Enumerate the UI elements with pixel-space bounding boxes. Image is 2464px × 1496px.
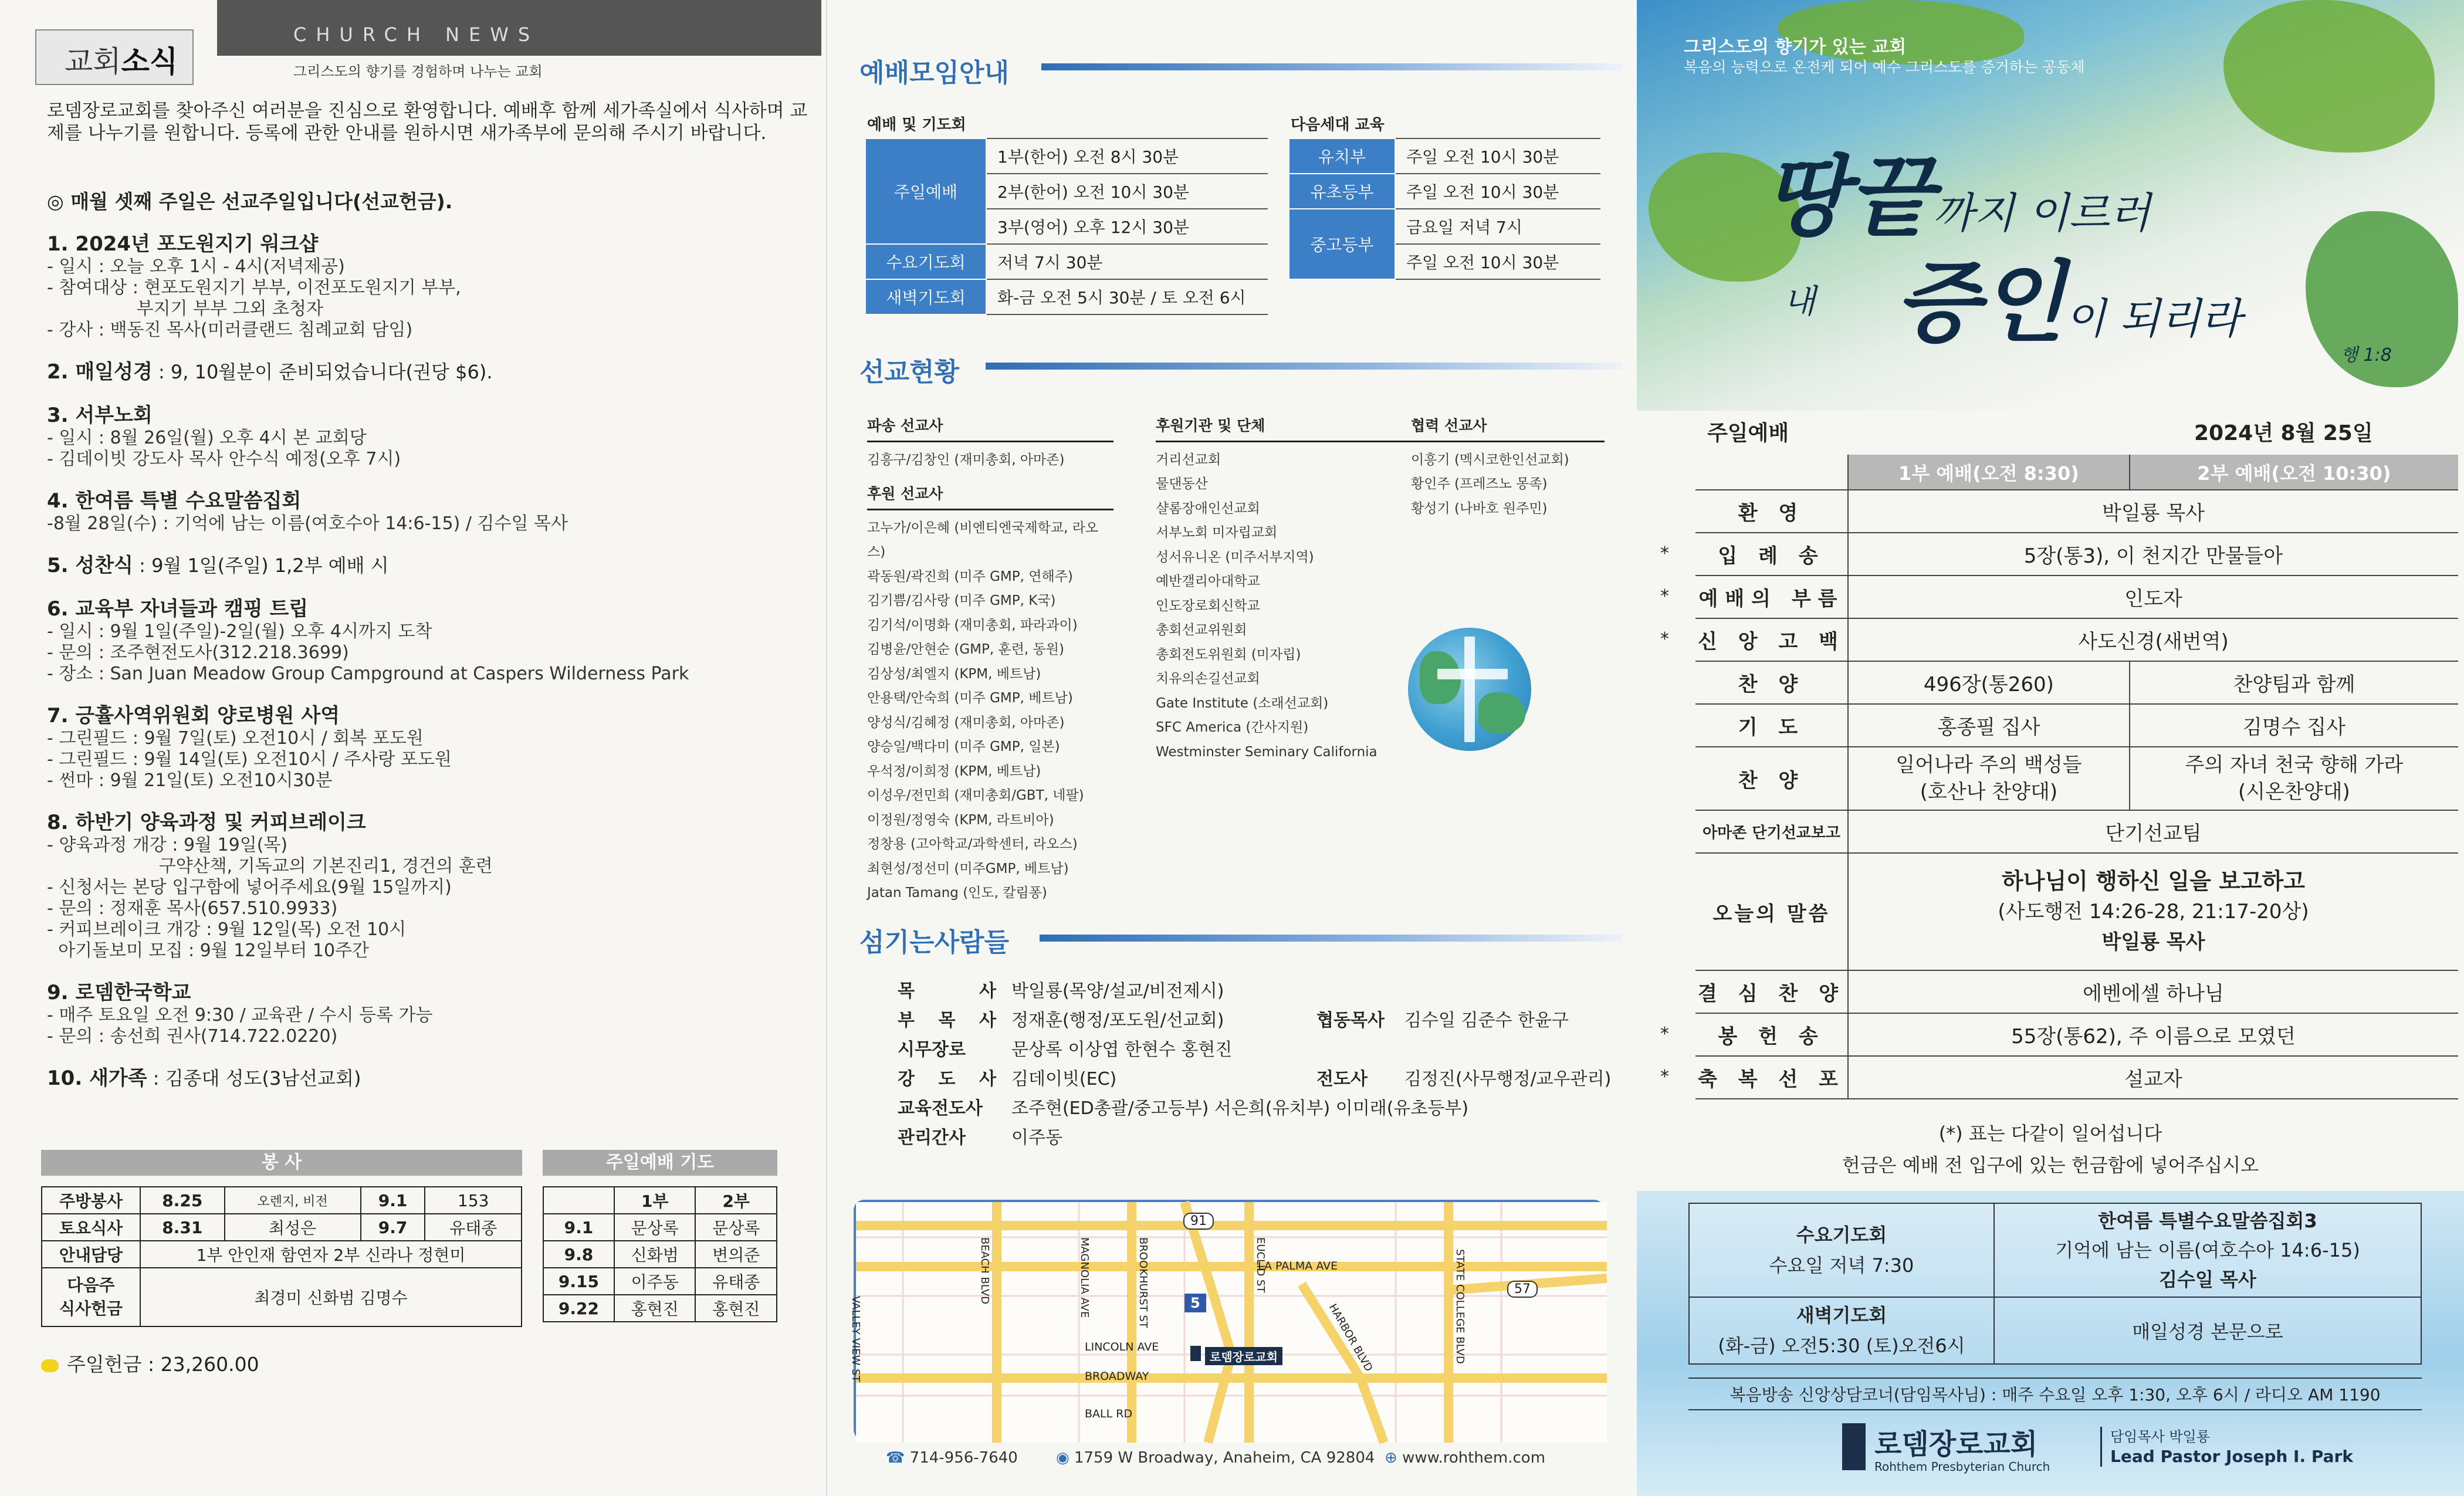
table-row: 수요기도회 저녁 7시 30분	[866, 244, 1268, 279]
list-item: 곽동원/곽진희 (미주 GMP, 연해주)	[867, 568, 1073, 584]
list-item: 김병윤/안현순 (GMP, 훈련, 동원)	[867, 642, 1064, 657]
news-line: - 일시 : 9월 1일(주일)-2일(월) 오후 4시까지 도착	[47, 621, 432, 642]
list-item: 총회전도위원회 (미자립)	[1156, 647, 1301, 662]
news-title	[47, 489, 810, 513]
standing-star: *	[1660, 1067, 1669, 1087]
servers-list	[898, 977, 1611, 1153]
hero-motto: 그리스도의 향기가 있는 교회	[1684, 37, 1907, 57]
table-row: 1부 2부	[543, 1187, 777, 1214]
news-title	[47, 403, 810, 428]
table-row: 9.15 이주동 유태종	[543, 1268, 777, 1295]
news-title	[47, 703, 810, 728]
list-item: 이정원/정영숙 (KPM, 라트비아)	[867, 812, 1054, 828]
daily-bible: 매일성경 본문으로	[1994, 1297, 2421, 1364]
news-heading: 10. 새가족	[47, 1067, 147, 1090]
banner-subtitle: 그리스도의 향기를 경험하며 나누는 교회	[293, 63, 543, 80]
news-line: - 신청서는 본당 입구함에 넣어주세요(9월 15일까지)	[47, 877, 452, 898]
server-role-2: 전도사	[1316, 1069, 1368, 1089]
list-item: 정창용 (고아학교/과학센터, 라오스)	[867, 837, 1078, 852]
news-heading: 2. 매일성경	[47, 360, 153, 384]
hero-image	[1637, 0, 2464, 411]
news-line: - 강사 : 백동진 목사(미러클랜드 침례교회 담임)	[47, 320, 413, 340]
news-heading: 6. 교육부 자녀들과 캠핑 트립	[47, 597, 309, 621]
church-map[interactable]	[849, 1200, 1605, 1440]
list-item: 총회선교위원회	[1156, 622, 1247, 638]
list-item: 인도장로회신학교	[1156, 598, 1260, 614]
news-item	[47, 980, 810, 1047]
prayer-header: 주일예배 기도	[543, 1150, 777, 1176]
table-row: 안내담당 1부 안인재 함연자 2부 신라나 정현미	[42, 1241, 522, 1268]
news-item	[47, 553, 810, 578]
broadcast-info: 복음방송 신앙상담코너(담임목사님) : 매주 수요일 오후 1:30, 오후 6시 / 라디오 AM 1190	[1688, 1377, 2422, 1410]
globe-cross-icon	[1408, 628, 1531, 751]
street-label: LA PALMA AVE	[1258, 1260, 1338, 1272]
wed-title: 수요기도회	[1796, 1224, 1887, 1246]
news-title: 교회소식	[65, 45, 178, 79]
server-role: 강 도 사	[898, 1069, 996, 1089]
table-row: 찬 양 496장(통260) 찬양팀과 함께	[1695, 661, 2458, 704]
dawn-time: (화-금) 오전5:30 (토)오전6시	[1718, 1335, 1965, 1357]
worship-label: 예배 및 기도회	[867, 116, 966, 134]
list-item: 김상성/최엘지 (KPM, 베트남)	[867, 666, 1041, 682]
news-heading: 1. 2024년 포도원지기 워크샵	[47, 232, 319, 256]
table-row: 주방봉사 8.25 오렌지, 비전 9.1 153	[42, 1187, 522, 1214]
list-item: SFC America (간사지원)	[1156, 720, 1309, 735]
news-heading: 9. 로뎀한국학교	[47, 981, 191, 1004]
church-news-panel	[0, 0, 827, 1496]
logo-name: 로뎀장로교회	[1874, 1428, 2038, 1461]
list-item: 고누가/이은혜 (비엔티엔국제학교, 라오스)	[867, 520, 1099, 560]
news-line: 부지기 부부 그외 초청자	[47, 299, 323, 319]
education-label: 다음세대 교육	[1291, 116, 1385, 134]
map-svg	[856, 1202, 1607, 1443]
church-marker: 로뎀장로교회	[1205, 1347, 1282, 1365]
news-line: - 매주 토요일 오전 9:30 / 교육관 / 수시 등록 가능	[47, 1005, 433, 1025]
table-row: 결 심 찬 양 에벤에셀 하나님	[1695, 970, 2458, 1013]
news-title	[47, 360, 810, 384]
hw57-icon: 57	[1507, 1281, 1538, 1298]
mission-col-3	[1411, 414, 1605, 521]
table-row: 9.1 문상록 문상록	[543, 1214, 777, 1241]
news-heading: 5. 성찬식	[47, 554, 133, 577]
logo-english: Rohthem Presbyterian Church	[1874, 1460, 2050, 1474]
street-label: HARBOR BLVD	[1326, 1302, 1375, 1374]
list-item: 김흥구/김창인 (재미총회, 아마존)	[867, 452, 1065, 468]
standing-star: *	[1660, 629, 1669, 649]
street-label: BROOKHURST ST	[1137, 1237, 1149, 1328]
street-label: MAGNOLIA AVE	[1078, 1237, 1091, 1318]
news-item	[47, 703, 810, 791]
special-speaker: 김수일 목사	[2159, 1268, 2256, 1291]
street-label: LINCOLN AVE	[1085, 1341, 1159, 1353]
wed-time: 수요일 저녁 7:30	[1769, 1254, 1914, 1277]
col-heading: 후원기관 및 단체	[1156, 414, 1414, 442]
table-row: 9.22 홍현진 홍현진	[543, 1295, 777, 1322]
news-item	[47, 232, 810, 341]
news-line: - 문의 : 송선희 권사(714.722.0220)	[47, 1026, 338, 1047]
news-line: - 일시 : 8월 26일(월) 오후 4시 본 교회당	[47, 428, 367, 448]
server-name: 박일룡(목양/설교/비전제시)	[1011, 981, 1224, 1001]
news-heading: 8. 하반기 양육과정 및 커피브레이크	[47, 811, 366, 834]
worship-table	[866, 138, 1268, 315]
hero-calligraphy-0: 내	[1783, 283, 1816, 321]
standing-star: *	[1660, 586, 1669, 607]
table-row: 입 례 송 5장(통3), 이 천지간 만물들아	[1695, 533, 2458, 576]
street-label: VALLEY VIEW ST	[849, 1296, 862, 1382]
news-title	[47, 1066, 810, 1091]
table-row: 찬 양 일어나라 주의 백성들 (호산나 찬양대) 주의 자녀 천국 향해 가라 (시온찬양대)	[1695, 747, 2458, 810]
table-row: 1부 예배(오전 8:30) 2부 예배(오전 10:30)	[1695, 455, 2458, 490]
section-rule	[1041, 63, 1622, 70]
server-role: 관리간사	[898, 1128, 966, 1148]
table-row: 환 영 박일룡 목사	[1695, 490, 2458, 533]
news-detail: : 9, 10월분이 준비되었습니다(권당 $6).	[152, 361, 493, 383]
server-role: 부 목 사	[898, 1010, 996, 1031]
list-item: 이성우/전민희 (재미총회/GBT, 네팔)	[867, 788, 1084, 803]
list-item: 안용택/안숙희 (미주 GMP, 베트남)	[867, 691, 1073, 706]
hero-vision: 복음의 능력으로 온전케 되어 예수 그리스도를 증거하는 공동체	[1684, 59, 2085, 76]
list-item: 치유의손길선교회	[1156, 671, 1260, 686]
news-title	[47, 553, 810, 578]
list-item: 샬롬장애인선교회	[1156, 500, 1260, 516]
server-row	[898, 977, 1611, 1006]
list-item: 서부노회 미자립교회	[1156, 525, 1278, 540]
news-header	[12, 0, 821, 91]
street-label: EUCLID ST	[1254, 1237, 1267, 1293]
list-item: 김기석/이명화 (재미총회, 파라과이)	[867, 617, 1078, 633]
location-icon: ◉	[1056, 1449, 1074, 1467]
list-item: Westminster Seminary California	[1156, 744, 1377, 760]
news-line: - 김데이빗 강도사 목사 안수식 예정(오후 7시)	[47, 449, 401, 469]
bulletin-cover-panel	[1637, 0, 2464, 1496]
table-row: 주일예배 1부(한어) 오전 8시 30분	[866, 138, 1268, 174]
offering-icon	[41, 1359, 59, 1372]
news-title	[47, 810, 810, 835]
standing-star: *	[1660, 543, 1669, 564]
server-name: 김데이빗(EC)	[1011, 1069, 1117, 1089]
news-line: 아기돌보미 모집 : 9월 12일부터 10주간	[47, 940, 370, 961]
website-link[interactable]: ⊕ www.rohthem.com	[1385, 1449, 1546, 1467]
table-row: 아마존 단기선교보고 단기선교팀	[1695, 810, 2458, 853]
street-label: STATE COLLEGE BLVD	[1454, 1249, 1466, 1364]
list-item: Gate Institute (소래선교회)	[1156, 695, 1329, 711]
list-item: Jatan Tamang (인도, 칼림퐁)	[867, 885, 1047, 901]
list-item: 황인주 (프레즈노 몽족)	[1411, 476, 1548, 492]
server-row	[898, 1065, 1611, 1094]
table-row: 토요식사 8.31 최성은 9.7 유태종	[42, 1214, 522, 1241]
server-row	[898, 1006, 1611, 1035]
server-role-2: 협동목사	[1316, 1010, 1385, 1031]
sent-missionaries	[867, 448, 1113, 473]
news-line: - 양육과정 개강 : 9월 19일(목)	[47, 835, 288, 855]
list-item: 최현성/정선미 (미주GMP, 베트남)	[867, 861, 1069, 876]
list-item: 양성식/김혜정 (재미총회, 아마존)	[867, 715, 1065, 730]
list-item: 이흥기 (멕시코한인선교회)	[1411, 452, 1569, 468]
address[interactable]: ◉ 1759 W Broadway, Anaheim, CA 92804	[1056, 1449, 1375, 1467]
bongsa-table	[41, 1186, 522, 1327]
standing-star: *	[1660, 1024, 1669, 1044]
news-item	[47, 1066, 810, 1091]
service-label: 주일예배	[1707, 421, 1789, 445]
col-heading: 후원 선교사	[867, 482, 1113, 510]
supported-orgs	[1156, 448, 1414, 765]
news-item	[47, 403, 810, 470]
street-label: BROADWAY	[1085, 1370, 1149, 1383]
offering-note: 헌금은 예배 전 입구에 있는 헌금함에 넣어주십시오	[1842, 1154, 2259, 1176]
list-item: 양승일/백다미 (미주 GMP, 일본)	[867, 739, 1060, 754]
col-heading: 협력 선교사	[1411, 414, 1605, 442]
supported-missionaries	[867, 516, 1113, 906]
news-heading: 4. 한여름 특별 수요말씀집회	[47, 489, 302, 513]
news-line: - 일시 : 오늘 오후 1시 - 4시(저녁제공)	[47, 256, 345, 277]
dawn-title: 새벽기도회	[1796, 1304, 1887, 1326]
table-row: 유치부 주일 오전 10시 30분	[1289, 138, 1600, 174]
prayer-table	[543, 1186, 777, 1322]
welcome-text: 로뎀장로교회를 찾아주신 여러분을 진심으로 환영합니다. 예배후 함께 세가족실에서 식사하며 교제를 나누기를 원합니다. 등록에 관한 안내를 원하시면 새가족부에 문의해 주시기 바랍니다.	[47, 100, 808, 144]
hero-calligraphy-2: 증인이 되리라	[1895, 251, 2242, 354]
news-line: - 장소 : San Juan Meadow Group Campground at Caspers Wilderness Park	[47, 664, 689, 684]
news-list	[47, 232, 810, 1109]
server-row	[898, 1035, 1611, 1065]
server-name-2: 김정진(사무행정/교우관리)	[1404, 1069, 1612, 1089]
table-row: 다음주 식사헌금 최경미 신화범 김명수	[42, 1268, 522, 1326]
mission-col-1	[867, 414, 1113, 906]
news-title	[47, 597, 810, 621]
list-item: 성서유니온 (미주서부지역)	[1156, 549, 1314, 565]
news-line: -8월 28일(수) : 기억에 남는 이름(여호수아 14:6-15) / 김수일 목사	[47, 513, 568, 534]
table-row: 3부(영어) 오후 12시 30분	[866, 209, 1268, 244]
service-date: 2024년 8월 25일	[2194, 421, 2373, 445]
list-item: 황성기 (나바호 원주민)	[1411, 500, 1548, 516]
list-item: 김기쁨/김사랑 (미주 GMP, K국)	[867, 593, 1056, 608]
news-line: - 참여대상 : 현포도원지기 부부, 이전포도원지기 부부,	[47, 277, 461, 298]
server-name: 문상록 이상엽 한현수 홍현진	[1011, 1040, 1233, 1060]
col-heading: 파송 선교사	[867, 414, 1113, 442]
list-item: 물댄동산	[1156, 476, 1208, 492]
special-sub: 기억에 남는 이름(여호수아 14:6-15)	[2055, 1239, 2360, 1261]
server-name-2: 김수일 김준수 한윤구	[1404, 1010, 1569, 1031]
table-row: 주일 오전 10시 30분	[1289, 244, 1600, 279]
table-row: 2부(한어) 오전 10시 30분	[866, 174, 1268, 209]
worship-info-title: 예배모임안내	[859, 58, 1010, 88]
news-detail: : 9월 1일(주일) 1,2부 예배 시	[133, 554, 389, 577]
news-line: - 그린필드 : 9월 7일(토) 오전10시 / 회복 포도원	[47, 728, 424, 749]
server-role: 목 사	[898, 981, 996, 1001]
partner-missionaries	[1411, 448, 1605, 522]
news-item	[47, 810, 810, 962]
list-item: 우석정/이희정 (KPM, 베트남)	[867, 763, 1041, 779]
server-role: 시무장로	[898, 1040, 966, 1060]
midweek-table	[1688, 1203, 2422, 1365]
news-item	[47, 597, 810, 685]
table-row: 오늘의 말씀 하나님이 행하신 일을 보고하고 (사도행전 14:26-28, 21:17-20상) 박일룡 목사	[1695, 853, 2458, 970]
section-rule	[986, 363, 1622, 370]
server-row	[898, 1094, 1611, 1123]
server-name: 이주동	[1011, 1128, 1062, 1148]
news-line: 구약산책, 기독교의 기본진리1, 경건의 훈련	[47, 856, 493, 876]
table-row: 새벽기도회 화-금 오전 5시 30분 / 토 오전 6시	[866, 279, 1268, 314]
servers-title: 섬기는사람들	[859, 928, 1010, 957]
server-name: 조주현(ED총괄/중고등부) 서은희(유치부) 이미래(유초등부)	[1011, 1098, 1469, 1119]
education-table	[1289, 138, 1600, 280]
church-logo-icon	[1842, 1423, 1866, 1470]
globe-icon: ⊕	[1385, 1449, 1403, 1467]
list-item: 거리선교회	[1156, 452, 1221, 468]
table-row	[1689, 1203, 2421, 1297]
table-row: 신 앙 고 백 사도신경(새번역)	[1695, 618, 2458, 661]
server-role: 교육전도사	[898, 1098, 983, 1119]
hero-calligraphy-1: 땅끝까지 이르러	[1763, 145, 2151, 249]
list-item: 예반갤리아대학교	[1156, 574, 1260, 589]
street-label: BEACH BLVD	[979, 1237, 991, 1305]
table-row: 봉 헌 송 55장(통62), 주 이름으로 모였던	[1695, 1013, 2458, 1056]
table-row: 9.8 신화범 변의준	[543, 1241, 777, 1268]
server-row	[898, 1123, 1611, 1153]
church-news-banner: CHURCH NEWS	[293, 23, 540, 46]
news-line: - 문의 : 정재훈 목사(657.510.9933)	[47, 898, 338, 919]
table-row: 유초등부 주일 오전 10시 30분	[1289, 174, 1600, 209]
special-title: 한여름 특별수요말씀집회3	[2098, 1210, 2317, 1232]
section-rule	[1040, 935, 1622, 942]
hero-verse-ref: 행 1:8	[2341, 345, 2392, 365]
news-item	[47, 489, 810, 534]
order-of-worship	[1695, 455, 2458, 1099]
table-row	[1689, 1297, 2421, 1364]
table-row: 기 도 홍종필 집사 김명수 집사	[1695, 704, 2458, 747]
news-line: - 썬마 : 9월 21일(토) 오전10시30분	[47, 770, 333, 791]
news-item	[47, 360, 810, 384]
phone-icon: ☎	[886, 1449, 910, 1467]
news-heading: 7. 긍휼사역위원회 양로병원 사역	[47, 704, 340, 727]
hw91-icon: 91	[1183, 1213, 1214, 1230]
server-name: 정재훈(행정/포도원/선교회)	[1011, 1010, 1224, 1031]
lead-pastor: 담임목사 박일룡 Lead Pastor Joseph I. Park	[2100, 1427, 2353, 1467]
street-label: BALL RD	[1085, 1407, 1133, 1420]
news-heading: 3. 서부노회	[47, 404, 153, 427]
news-detail: : 김종대 성도(3남선교회)	[147, 1067, 361, 1089]
mission-title: 선교현황	[859, 357, 960, 387]
mission-col-2	[1156, 414, 1414, 764]
news-line: - 그린필드 : 9월 14일(토) 오전10시 / 주사랑 포도원	[47, 749, 452, 770]
sunday-offering: 주일헌금 : 23,260.00	[41, 1349, 259, 1377]
news-title	[47, 232, 810, 256]
phone[interactable]: ☎ 714-956-7640	[886, 1449, 1018, 1467]
bongsa-header: 봉 사	[41, 1150, 522, 1176]
table-row: 축 복 선 포 설교자	[1695, 1056, 2458, 1099]
table-row: 예배의 부름 인도자	[1695, 576, 2458, 618]
news-title	[47, 980, 810, 1005]
mission-sunday-note: ◎ 매월 셋째 주일은 선교주일입니다(선교헌금).	[47, 190, 453, 213]
hw5-icon: 5	[1184, 1294, 1206, 1312]
news-line: - 커피브레이크 개강 : 9월 12일(목) 오전 10시	[47, 919, 407, 940]
preacher: 박일룡 목사	[2101, 930, 2205, 954]
table-row: 중고등부 금요일 저녁 7시	[1289, 209, 1600, 244]
news-line: - 문의 : 조주현전도사(312.218.3699)	[47, 642, 349, 663]
standing-note: (*) 표는 다같이 일어섭니다	[1938, 1122, 2162, 1145]
sermon-title: 하나님이 행하신 일을 보고하고	[2002, 868, 2305, 894]
sermon-scripture: (사도행전 14:26-28, 21:17-20상)	[1998, 900, 2309, 923]
